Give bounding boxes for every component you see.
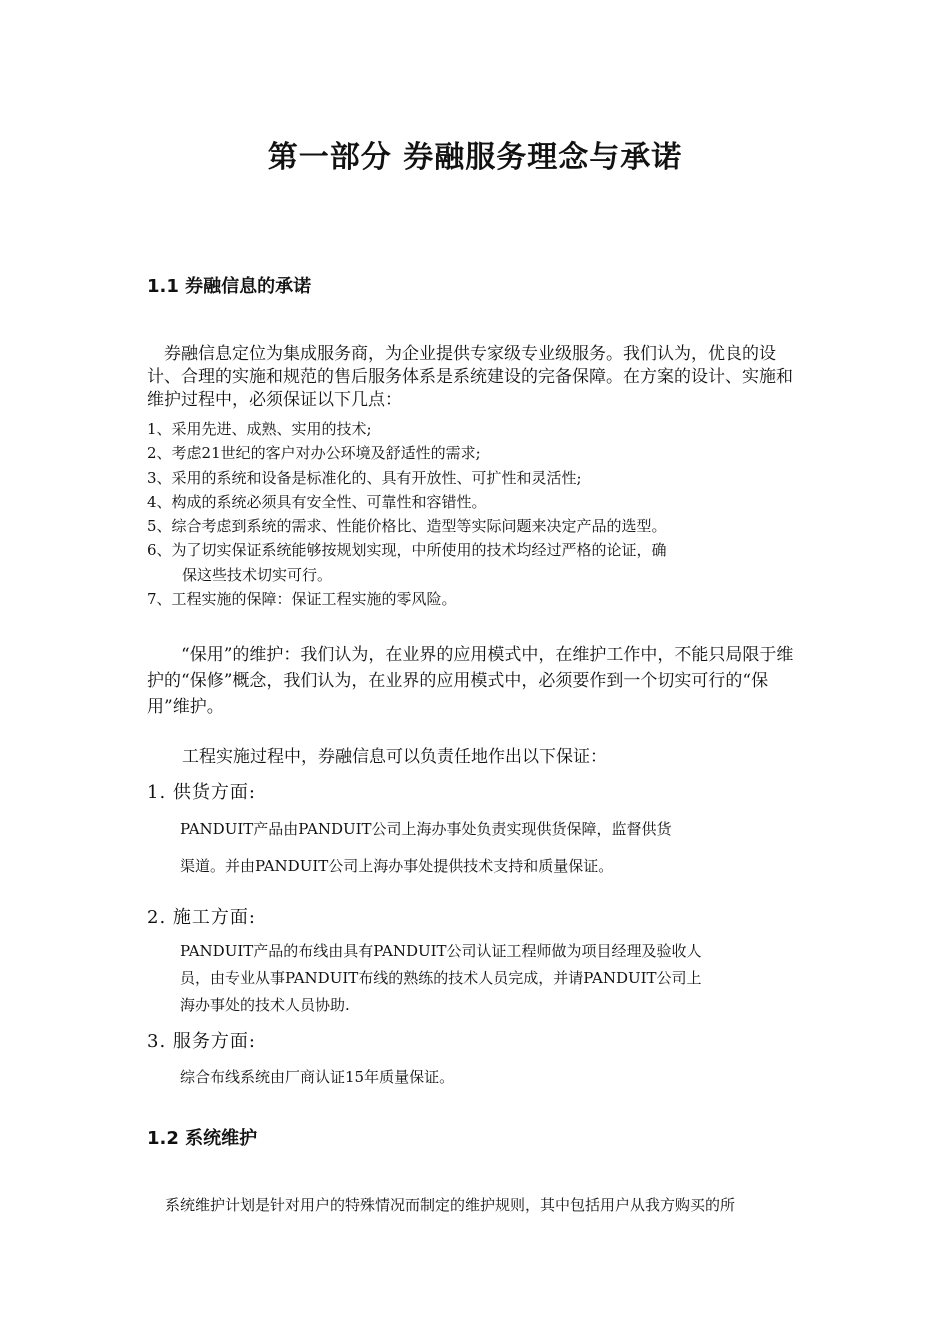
- list-item: 3、采用的系统和设备是标准化的、具有开放性、可扩性和灵活性;: [147, 468, 582, 487]
- list-item: 6、为了切实保证系统能够按规划实现，中所使用的技术均经过严格的论证，确: [147, 541, 667, 560]
- supply-text-line-2: 渠道。并由PANDUIT公司上海办事处提供技术支持和质量保证。: [180, 857, 614, 875]
- section-heading-1-2: 1.2 系统维护: [147, 1128, 258, 1149]
- list-item: 4、构成的系统必须具有安全性、可靠性和容错性。: [147, 492, 487, 511]
- maintenance-paragraph: “保用”的维护：我们认为，在业界的应用模式中，在维护工作中，不能只局限于维护的“保修”概念，我们认为，在业界的应用模式中，必须要作到一个切实可行的“保用”维护。: [147, 645, 794, 717]
- system-maintenance-paragraph: 系统维护计划是针对用户的特殊情况而制定的维护规则，其中包括用户从我方购买的所: [165, 1196, 736, 1214]
- intro-paragraph: 券融信息定位为集成服务商，为企业提供专家级专业级服务。我们认为，优良的设计、合理的实施和规范的售后服务体系是系统建设的完备保障。在方案的设计、实施和维护过程中，必须保证以下几点：: [147, 344, 793, 410]
- construction-text-line-3: 海办事处的技术人员协助.: [180, 996, 350, 1014]
- page-title: 第一部分 券融服务理念与承诺: [267, 140, 683, 175]
- supply-text-line-1: PANDUIT产品由PANDUIT公司上海办事处负责实现供货保障，监督供货: [180, 820, 672, 838]
- construction-text-line-1: PANDUIT产品的布线由具有PANDUIT公司认证工程师做为项目经理及验收人: [180, 942, 702, 960]
- service-text-line-1: 综合布线系统由厂商认证15年质量保证。: [180, 1068, 455, 1086]
- guarantee-intro: 工程实施过程中，券融信息可以负责任地作出以下保证：: [182, 747, 607, 767]
- list-item: 2、考虑21世纪的客户对办公环境及舒适性的需求;: [147, 444, 481, 463]
- list-item: 5、综合考虑到系统的需求、性能价格比、造型等实际问题来决定产品的选型。: [147, 517, 667, 536]
- construction-heading: 2. 施工方面:: [147, 907, 256, 928]
- list-item: 1、采用先进、成熟、实用的技术;: [147, 420, 372, 438]
- list-item: 7、工程实施的保障：保证工程实施的零风险。: [147, 590, 457, 609]
- service-heading: 3. 服务方面:: [147, 1031, 256, 1052]
- principles-list: [147, 417, 812, 611]
- list-item-continuation: 保这些技术切实可行。: [182, 565, 333, 584]
- supply-heading: 1. 供货方面:: [147, 782, 256, 803]
- section-heading-1-1: 1.1 券融信息的承诺: [147, 276, 312, 297]
- construction-text-line-2: 员，由专业从事PANDUIT布线的熟练的技术人员完成，并请PANDUIT公司上: [180, 969, 702, 987]
